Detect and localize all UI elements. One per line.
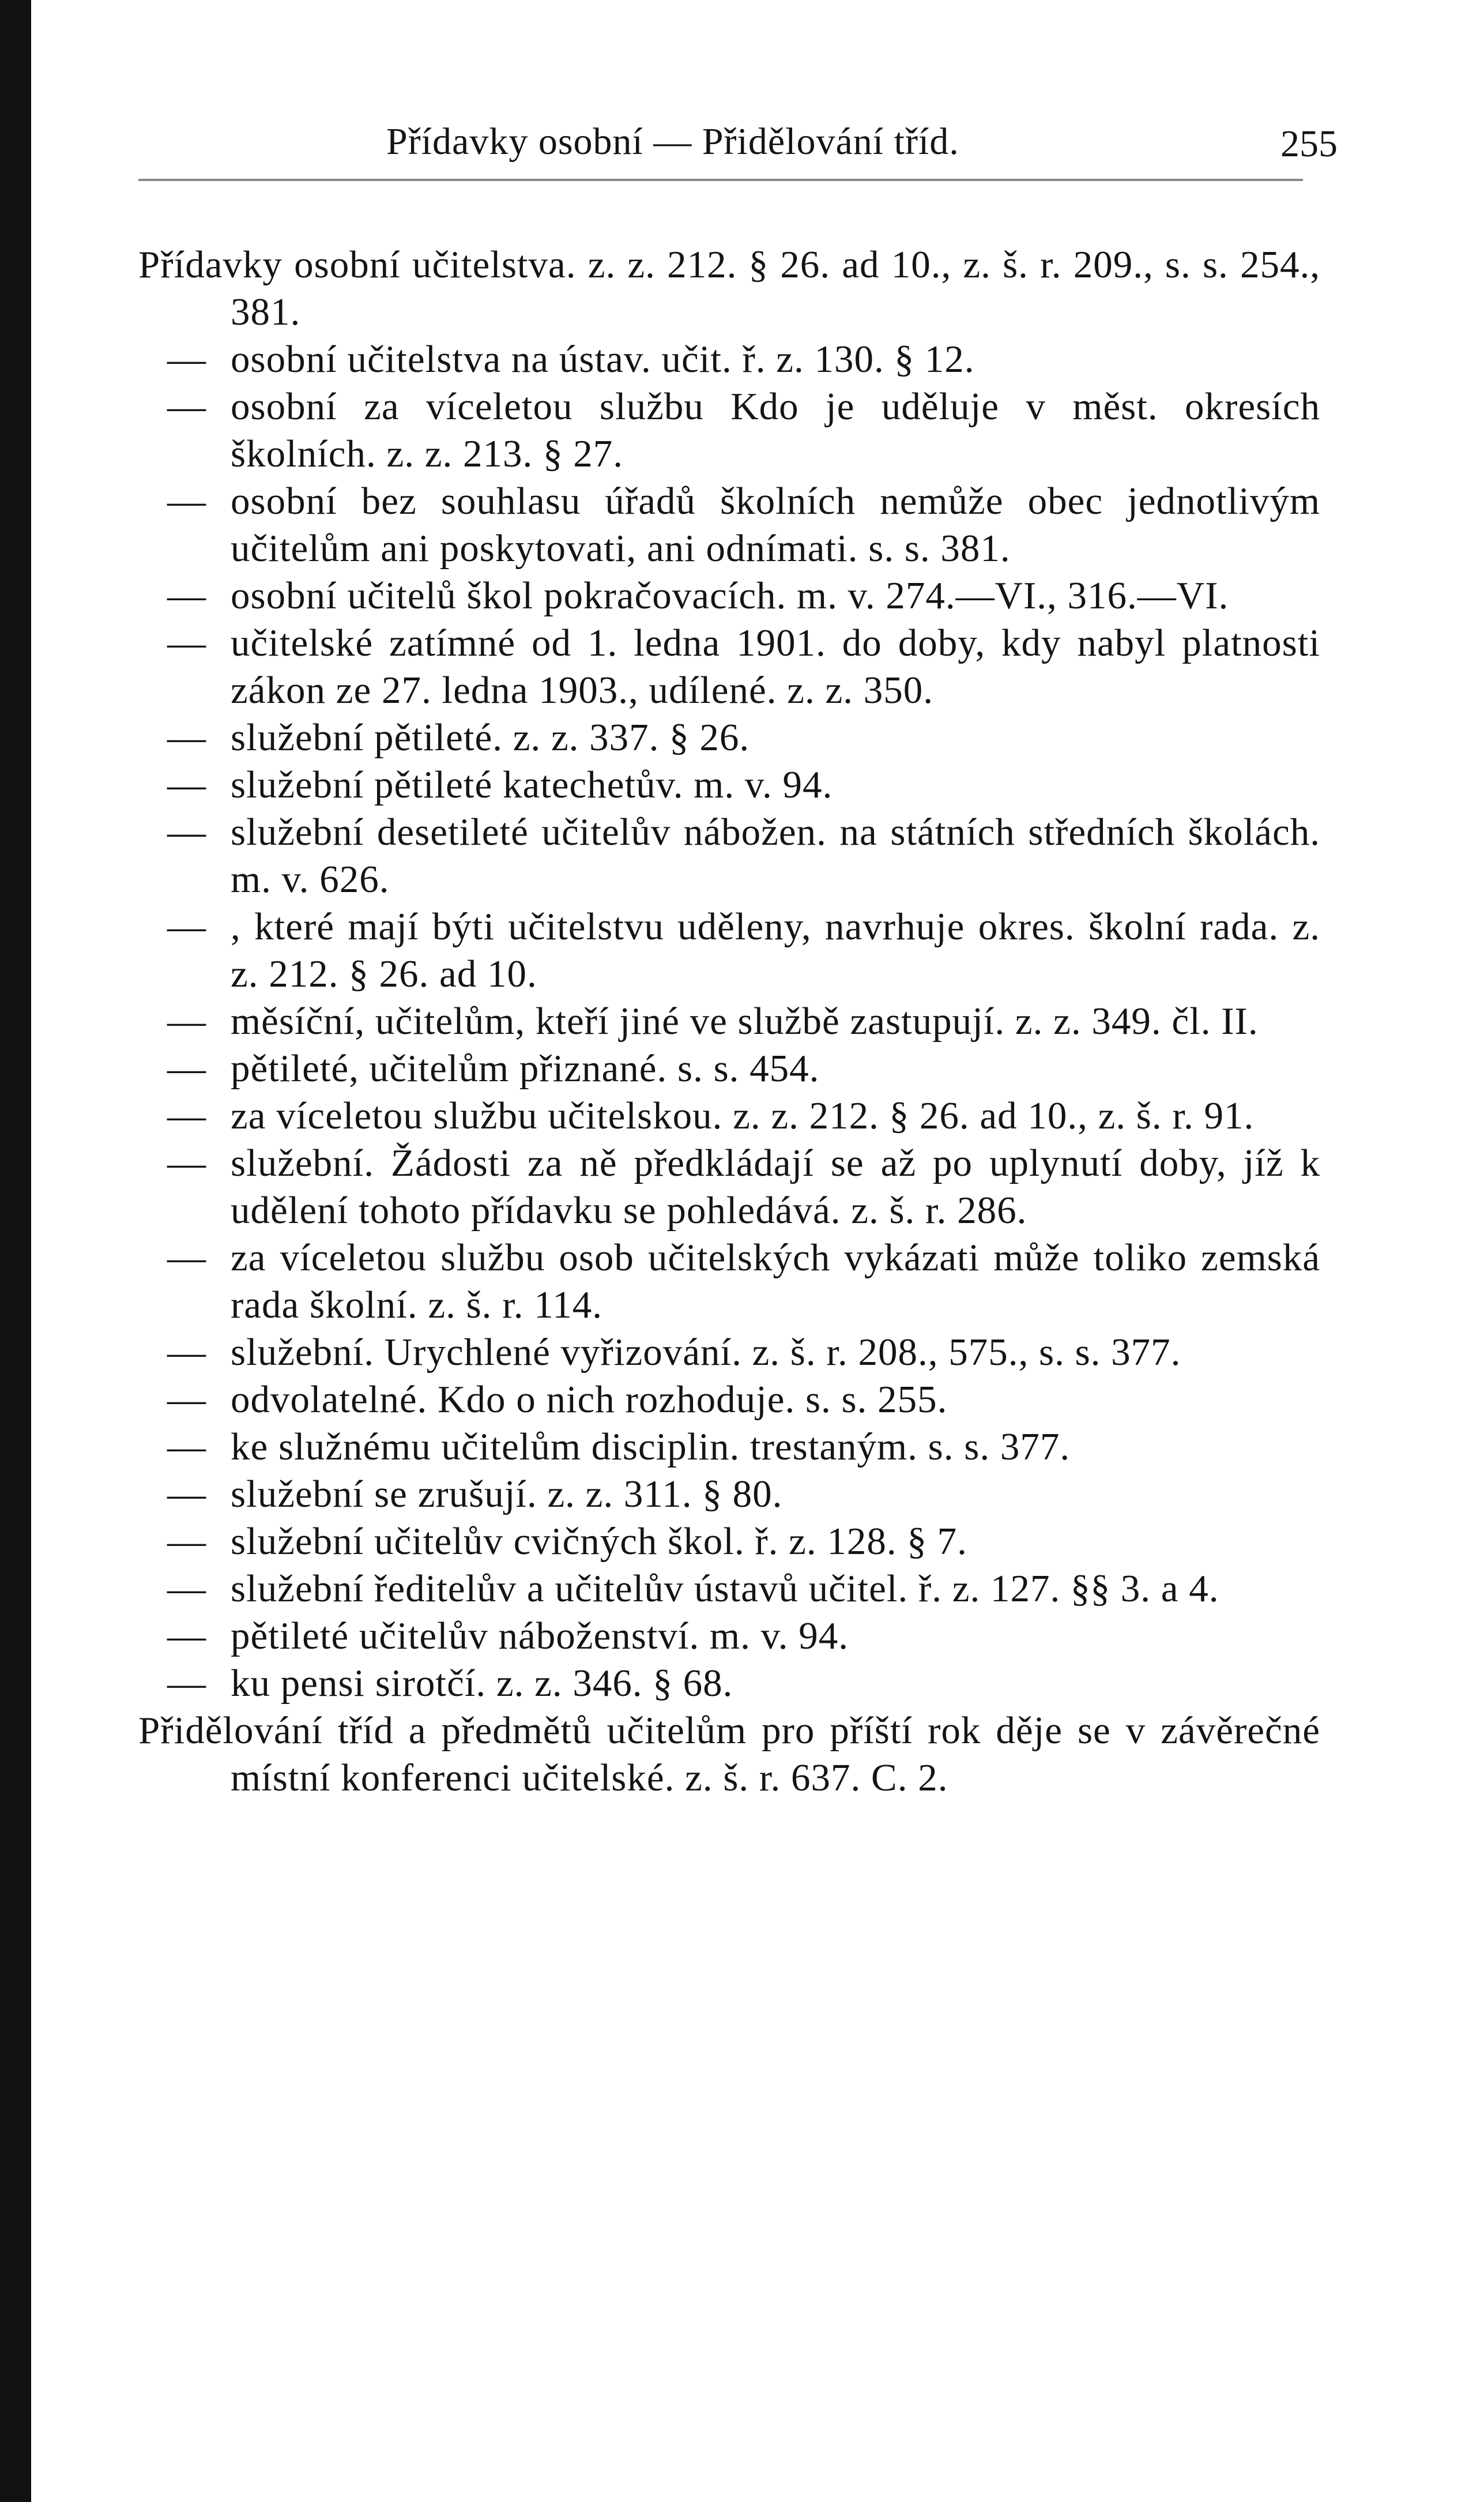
index-subentry [138,1423,1320,1470]
index-subentry [138,572,1320,619]
entry-text: , které mají býti učitelstvu uděleny, navrhuje okres. školní rada. z. z. 212. § 26. ad 10. [231,905,1320,995]
continuation-dash: — [167,905,206,948]
index-subentry [138,336,1320,383]
index-entry-main [138,241,1320,336]
continuation-dash: — [167,1142,206,1184]
continuation-dash: — [167,1236,206,1279]
entry-text: učitelské zatímné od 1. ledna 1901. do doby, kdy nabyl platnosti zákon ze 27. ledna 1903., udílené. z. z. 350. [231,622,1320,712]
index-subentry [138,1470,1320,1518]
continuation-dash: — [167,1094,206,1137]
page-header [138,110,1338,179]
entry-text: ku pensi sirotčí. z. z. 346. § 68. [231,1662,733,1705]
page-gutter-edge [0,0,31,2502]
index-subentry [138,808,1320,903]
continuation-dash: — [167,385,206,428]
index-subentry [138,1045,1320,1092]
entry-text: osobní učitelů škol pokračovacích. m. v. 274.—VI., 316.—VI. [231,574,1229,617]
entry-text: osobní bez souhlasu úřadů školních nemůže obec jednotlivým učitelům ani poskytovati, ani odnímati. s. s. 381. [231,480,1320,570]
index-subentry [138,761,1320,808]
index-subentry [138,1518,1320,1565]
index-subentry [138,1234,1320,1329]
entry-text: Přidělování tříd a předmětů učitelům pro příští rok děje se v závěrečné místní konferenci učitelské. z. š. r. 637. C. 2. [138,1709,1320,1799]
index-subentry [138,714,1320,761]
index-subentry [138,903,1320,998]
continuation-dash: — [167,480,206,522]
index-subentry [138,383,1320,477]
index-subentry [138,1329,1320,1376]
continuation-dash: — [167,1473,206,1515]
continuation-dash: — [167,1331,206,1374]
continuation-dash: — [167,1615,206,1657]
continuation-dash: — [167,1378,206,1421]
entry-text: Přídavky osobní učitelstva. z. z. 212. § 26. ad 10., z. š. r. 209., s. s. 254., 381. [138,243,1320,333]
continuation-dash: — [167,338,206,381]
continuation-dash: — [167,1000,206,1043]
entry-text: služební pětileté. z. z. 337. § 26. [231,716,750,759]
index-subentry [138,1612,1320,1660]
entry-text: ke služnému učitelům disciplin. trestaným. s. s. 377. [231,1425,1071,1468]
index-subentry [138,619,1320,714]
index-subentry [138,1660,1320,1707]
continuation-dash: — [167,1425,206,1468]
entry-text: služební se zrušují. z. z. 311. § 80. [231,1473,783,1515]
index-subentry [138,1139,1320,1234]
continuation-dash: — [167,1047,206,1090]
entry-text: osobní za víceletou službu Kdo je uděluje v měst. okresích školních. z. z. 213. § 27. [231,385,1320,475]
entry-text: za víceletou službu učitelskou. z. z. 212. § 26. ad 10., z. š. r. 91. [231,1094,1255,1137]
continuation-dash: — [167,574,206,617]
index-entry-main [138,1707,1320,1801]
index-subentry [138,1376,1320,1423]
entry-text: služební pětileté katechetův. m. v. 94. [231,763,833,806]
entry-text: pětileté učitelův náboženství. m. v. 94. [231,1615,849,1657]
running-title: Přídavky osobní — Přidělování tříd. [386,121,959,163]
entry-text: služební desetileté učitelův nábožen. na státních středních školách. m. v. 626. [231,811,1320,901]
index-subentry [138,998,1320,1045]
index-entry-list [138,241,1320,1801]
continuation-dash: — [167,763,206,806]
page-number: 255 [1280,123,1338,165]
index-subentry [138,1565,1320,1612]
entry-text: služební. Žádosti za ně předkládají se až po uplynutí doby, jíž k udělení tohoto přídavku se pohledává. z. š. r. 286. [231,1142,1320,1232]
entry-text: za víceletou službu osob učitelských vykázati může toliko zemská rada školní. z. š. r. 114. [231,1236,1320,1326]
entry-text: služební ředitelův a učitelův ústavů učitel. ř. z. 127. §§ 3. a 4. [231,1567,1219,1610]
index-subentry [138,1092,1320,1139]
entry-text: služební učitelův cvičných škol. ř. z. 128. § 7. [231,1520,967,1563]
entry-text: pětileté, učitelům přiznané. s. s. 454. [231,1047,820,1090]
continuation-dash: — [167,716,206,759]
entry-text: služební. Urychlené vyřizování. z. š. r. 208., 575., s. s. 377. [231,1331,1181,1374]
continuation-dash: — [167,1520,206,1563]
entry-text: měsíční, učitelům, kteří jiné ve službě zastupují. z. z. 349. čl. II. [231,1000,1259,1043]
continuation-dash: — [167,811,206,853]
entry-text: osobní učitelstva na ústav. učit. ř. z. 130. § 12. [231,338,975,381]
continuation-dash: — [167,1662,206,1705]
entry-text: odvolatelné. Kdo o nich rozhoduje. s. s. 255. [231,1378,948,1421]
continuation-dash: — [167,1567,206,1610]
header-rule [138,179,1303,181]
continuation-dash: — [167,622,206,664]
index-subentry [138,477,1320,572]
